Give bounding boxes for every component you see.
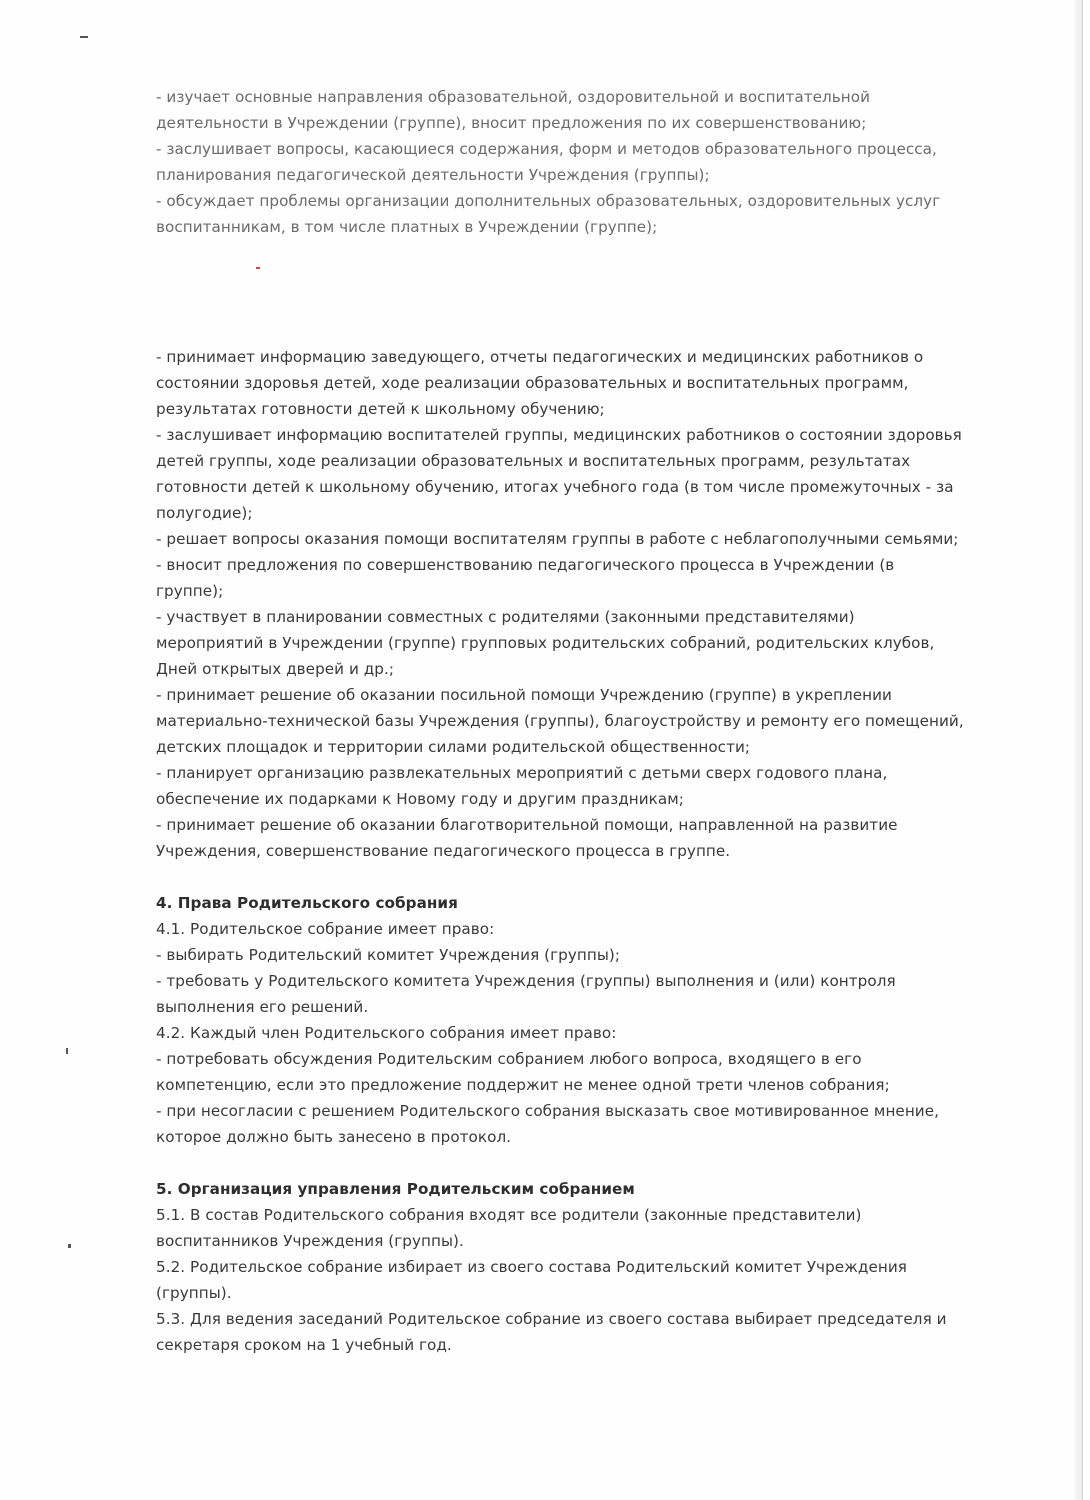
text-line: - вносит предложения по совершенствованию педагогического процесса в Учреждении (в (156, 556, 895, 574)
text-line: 4.1. Родительское собрание имеет право: (156, 920, 495, 938)
text-line: детских площадок и территории силами родительской общественности; (156, 738, 751, 756)
text-line: (группы). (156, 1284, 232, 1302)
text-line: компетенцию, если это предложение поддержит не менее одной трети членов собрания; (156, 1076, 890, 1094)
text-line: секретаря сроком на 1 учебный год. (156, 1336, 452, 1354)
text-line: - принимает решение об оказании посильной помощи Учреждению (группе) в укреплении (156, 686, 892, 704)
section-5 (156, 1176, 1006, 1358)
text-line: результатах готовности детей к школьному обучению; (156, 400, 605, 418)
text-line: выполнения его решений. (156, 998, 369, 1016)
section-heading: 5. Организация управления Родительским собранием (156, 1180, 635, 1198)
text-line: готовности детей к школьному обучению, итогах учебного года (в том числе промежуточных - за (156, 478, 954, 496)
document-body (156, 84, 1006, 1358)
text-line: - участвует в планировании совместных с родителями (законными представителями) (156, 608, 855, 626)
text-line: Дней открытых дверей и др.; (156, 660, 395, 678)
text-line: - заслушивает информацию воспитателей группы, медицинских работников о состоянии здоровья (156, 426, 962, 444)
scan-mark (80, 36, 88, 38)
text-line: - планирует организацию развлекательных мероприятий с детьми сверх годового плана, (156, 764, 888, 782)
text-line: 4.2. Каждый член Родительского собрания имеет право: (156, 1024, 617, 1042)
text-line: - потребовать обсуждения Родительским собранием любого вопроса, входящего в его (156, 1050, 862, 1068)
text-line: воспитанникам, в том числе платных в Учреждении (группе); (156, 218, 658, 236)
text-line: материально-технической базы Учреждения (группы), благоустройству и ремонту его помещений, (156, 712, 964, 730)
blank-line (156, 1150, 1006, 1176)
paragraph-block-2 (156, 344, 1006, 864)
text-line: 5.1. В состав Родительского собрания входят все родители (законные представители) (156, 1206, 862, 1224)
text-line: 5.2. Родительское собрание избирает из своего состава Родительский комитет Учреждения (156, 1258, 907, 1276)
text-line: - выбирать Родительский комитет Учреждения (группы); (156, 946, 621, 964)
blank-area (156, 240, 1006, 344)
scan-mark (66, 1048, 68, 1054)
section-heading: 4. Права Родительского собрания (156, 894, 458, 912)
section-4 (156, 890, 1006, 1150)
text-line: 5.3. Для ведения заседаний Родительское собрание из своего состава выбирает председателя и (156, 1310, 947, 1328)
text-line: - решает вопросы оказания помощи воспитателям группы в работе с неблагополучными семьями; (156, 530, 959, 548)
text-line: группе); (156, 582, 224, 600)
blank-line (156, 864, 1006, 890)
text-line: - заслушивает вопросы, касающиеся содержания, форм и методов образовательного процесса, (156, 140, 937, 158)
text-line: деятельности в Учреждении (группе), вносит предложения по их совершенствованию; (156, 114, 867, 132)
text-line: - обсуждает проблемы организации дополнительных образовательных, оздоровительных услуг (156, 192, 941, 210)
text-line: планирования педагогической деятельности Учреждения (группы); (156, 166, 710, 184)
text-line: воспитанников Учреждения (группы). (156, 1232, 464, 1250)
text-line: детей группы, ходе реализации образовательных и воспитательных программ, результатах (156, 452, 911, 470)
text-line: - при несогласии с решением Родительского собрания высказать свое мотивированное мнение, (156, 1102, 939, 1120)
text-line: - принимает информацию заведующего, отчеты педагогических и медицинских работников о (156, 348, 924, 366)
text-line: Учреждения, совершенствование педагогического процесса в группе. (156, 842, 731, 860)
text-line: обеспечение их подарками к Новому году и другим праздникам; (156, 790, 684, 808)
text-line: полугодие); (156, 504, 253, 522)
scan-mark (68, 1244, 71, 1248)
text-line: - принимает решение об оказании благотворительной помощи, направленной на развитие (156, 816, 898, 834)
text-line: которое должно быть занесено в протокол. (156, 1128, 512, 1146)
text-line: - изучает основные направления образовательной, оздоровительной и воспитательной (156, 88, 871, 106)
text-line: мероприятий в Учреждении (группе) групповых родительских собраний, родительских клубов, (156, 634, 935, 652)
text-line: - требовать у Родительского комитета Учреждения (группы) выполнения и (или) контроля (156, 972, 896, 990)
paragraph-block-1 (156, 84, 1006, 240)
text-line: состоянии здоровья детей, ходе реализации образовательных и воспитательных программ, (156, 374, 909, 392)
